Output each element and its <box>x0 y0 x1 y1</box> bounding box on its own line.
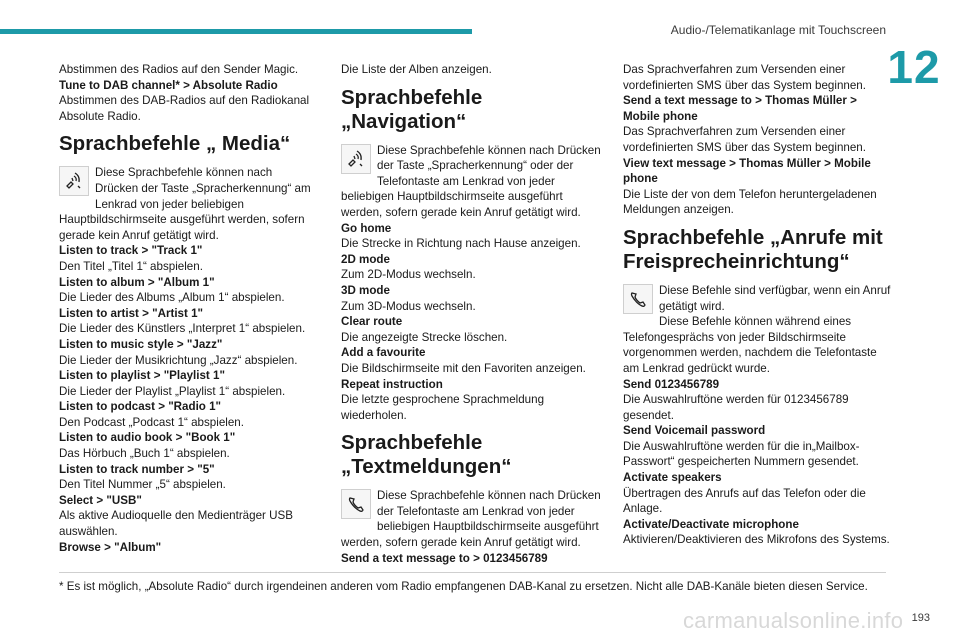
column-1 <box>59 62 314 555</box>
textmessages-note: Diese Sprachbefehle können nach Drücken der Telefontaste am Lenkrad von jeder beliebigen Hauptbildschirmseite ausgeführt werden, sofern gerade kein Anruf getätigt wird. <box>341 489 601 550</box>
command-description: Den Titel „Titel 1“ abspielen. <box>59 259 203 273</box>
phone-icon <box>341 489 371 519</box>
command-description: Die Lieder des Künstlers „Interpret 1“ abspielen. <box>59 322 306 336</box>
voice-command-icon <box>59 166 89 196</box>
chapter-number: 12 <box>887 41 941 93</box>
col1-intro <box>59 62 314 124</box>
command-label: Browse > "Album" <box>59 540 162 554</box>
command-description: Die Lieder des Albums „Album 1“ abspielen. <box>59 291 285 305</box>
command-description: Die Liste der von dem Telefon heruntergeladenen Meldungen anzeigen. <box>623 187 877 217</box>
command-label: Activate/Deactivate microphone <box>623 517 799 531</box>
command-label: 2D mode <box>341 252 390 266</box>
command-description: Das Sprachverfahren zum Versenden einer vordefinierten SMS über das System beginnen. <box>623 125 866 154</box>
command-label: Activate speakers <box>623 471 722 485</box>
navigation-commands <box>341 221 603 424</box>
command-label: Listen to album > "Album 1" <box>59 275 215 289</box>
navigation-note: Diese Sprachbefehle können nach Drücken der Taste „Spracherkennung“ oder der Telefontaste am Lenkrad von jeder beliebigen Hauptbildschirmseite ausgeführt werden, sofern gerade kein Anruf getätigt wird. <box>341 143 601 219</box>
command-label: Send Voicemail password <box>623 424 766 438</box>
command-description: Das Hörbuch „Buch 1“ abspielen. <box>59 447 230 461</box>
command-label: Go home <box>341 221 392 235</box>
command-description: Den Titel Nummer „5“ abspielen. <box>59 478 226 492</box>
media-heading: Sprachbefehle „ Media“ <box>59 132 291 156</box>
command-label: Add a favourite <box>341 346 426 360</box>
command-label: Listen to audio book > "Book 1" <box>59 431 236 445</box>
col2-top: Die Liste der Alben anzeigen. <box>341 63 492 76</box>
send-text-command: Send a text message to > 0123456789 <box>341 551 548 565</box>
media-note: Diese Sprachbefehle können nach Drücken der Taste „Spracherkennung“ am Lenkrad von jeder beliebigen Hauptbildschirmseite ausgeführt werden, sofern gerade kein Anruf getätigt wird. <box>59 166 311 242</box>
command-description: Die Lieder der Musikrichtung „Jazz“ abspielen. <box>59 353 298 367</box>
watermark: carmanualsonline.info <box>683 608 904 633</box>
command-label: Tune to DAB channel* > Absolute Radio <box>59 78 278 92</box>
textmessages-commands <box>623 62 891 218</box>
handsfree-commands <box>623 314 891 548</box>
header-accent-bar <box>0 29 472 34</box>
command-label: Listen to track > "Track 1" <box>59 244 203 258</box>
column-2 <box>341 62 603 566</box>
command-description: Die Bildschirmseite mit den Favoriten anzeigen. <box>341 361 586 375</box>
footnote: * Es ist möglich, „Absolute Radio“ durch irgendeinen anderen vom Radio empfangenen DAB-Kanal zu ersetzen. Nicht alle DAB-Kanäle bieten diesen Service. <box>59 580 868 593</box>
command-label: Listen to podcast > "Radio 1" <box>59 400 222 414</box>
command-description: Die angezeigte Strecke löschen. <box>341 330 508 344</box>
command-description: Aktivieren/Deaktivieren des Mikrofons des Systems. <box>623 533 890 547</box>
command-description: Abstimmen des DAB-Radios auf den Radiokanal Absolute Radio. <box>59 94 310 123</box>
command-description: Diese Befehle können während eines Telefongesprächs von jeder Bildschirmseite vorgenommen werden, nachdem die Telefontaste am Lenkrad gedrückt wurde. <box>623 315 877 375</box>
command-label: Clear route <box>341 315 403 329</box>
column-3 <box>623 62 891 548</box>
command-description: Übertragen des Anrufs auf das Telefon oder die Anlage. <box>623 486 866 516</box>
header-title: Audio-/Telematikanlage mit Touchscreen <box>670 23 886 37</box>
command-description: Die letzte gesprochene Sprachmeldung wiederholen. <box>341 393 545 422</box>
phone-icon <box>623 284 653 314</box>
navigation-heading: Sprachbefehle „Navigation“ <box>341 85 483 133</box>
voice-command-icon <box>341 144 371 174</box>
command-description: Abstimmen des Radios auf den Sender Magic. <box>59 63 299 76</box>
command-description: Die Lieder der Playlist „Playlist 1“ abspielen. <box>59 384 286 398</box>
page-number: 193 <box>911 612 930 624</box>
command-description: Die Auswahlruftöne werden für die in„Mailbox-Passwort“ gespeicherten Nummern gesendet. <box>623 439 860 469</box>
command-label: Select > "USB" <box>59 493 142 507</box>
command-label: Repeat instruction <box>341 377 443 391</box>
command-label: Send 0123456789 <box>623 377 720 391</box>
handsfree-heading: Sprachbefehle „Anrufe mit Freisprecheinrichtung“ <box>623 225 883 273</box>
command-description: Die Strecke in Richtung nach Hause anzeigen. <box>341 237 581 251</box>
command-description: Den Podcast „Podcast 1“ abspielen. <box>59 415 244 429</box>
command-label: 3D mode <box>341 283 390 297</box>
textmessages-heading: Sprachbefehle „Textmeldungen“ <box>341 431 512 479</box>
media-commands <box>59 243 314 555</box>
command-label: Listen to artist > "Artist 1" <box>59 306 204 320</box>
command-description: Die Auswahlruftöne werden für 0123456789 gesendet. <box>623 393 849 422</box>
command-description: Zum 3D-Modus wechseln. <box>341 299 476 313</box>
command-description: Zum 2D-Modus wechseln. <box>341 268 476 282</box>
command-label: Listen to playlist > "Playlist 1" <box>59 369 225 383</box>
command-description: Das Sprachverfahren zum Versenden einer vordefinierten SMS über das System beginnen. <box>623 63 866 92</box>
command-label: Send a text message to > Thomas Müller > Mobile phone <box>623 94 857 123</box>
handsfree-note: Diese Befehle sind verfügbar, wenn ein Anruf getätigt wird. <box>623 283 891 314</box>
command-label: View text message > Thomas Müller > Mobile phone <box>623 156 871 186</box>
command-label: Listen to track number > "5" <box>59 462 215 476</box>
command-label: Listen to music style > "Jazz" <box>59 337 223 351</box>
footnote-separator <box>59 572 886 573</box>
command-description: Als aktive Audioquelle den Medienträger USB auswählen. <box>59 509 293 539</box>
